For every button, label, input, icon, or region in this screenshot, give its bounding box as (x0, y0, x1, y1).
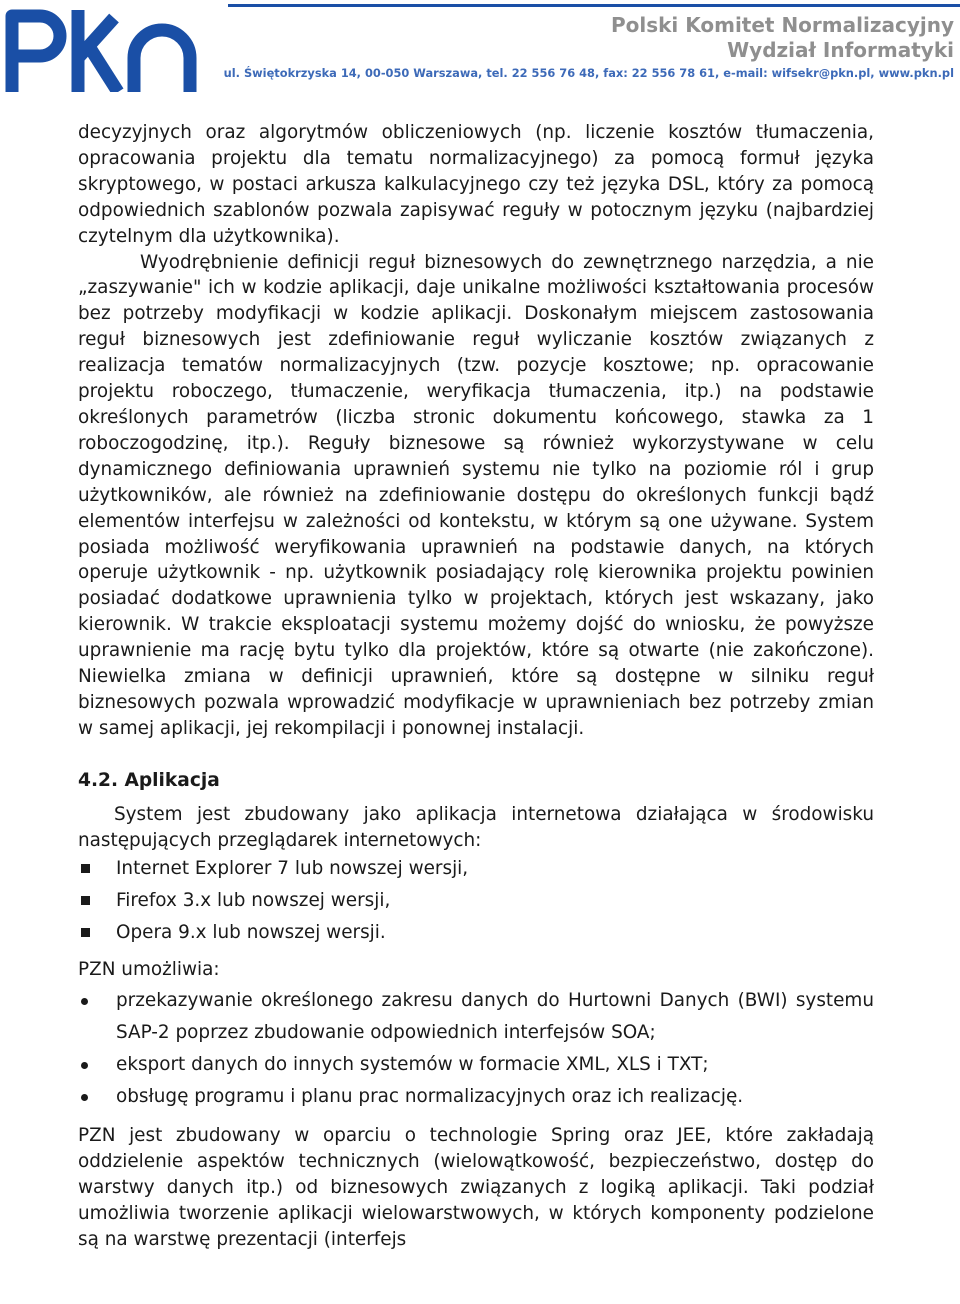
feature-list (78, 985, 874, 1113)
list-item-text: eksport danych do innych systemów w formacie XML, XLS i TXT; (116, 1054, 709, 1076)
round-bullet-icon (81, 998, 88, 1005)
round-bullet-icon (81, 1062, 88, 1069)
list-item (78, 1081, 874, 1113)
list-item-text: Firefox 3.x lub nowszej wersji, (116, 890, 391, 912)
paragraph-business-rules: Wyodrębnienie definicji reguł biznesowych do zewnętrznego narzędzia, a nie „zaszywanie" ich w kodzie aplikacji, daje unikalne możliwości kształtowania procesów bez potrzeby modyfikacji w kodzie aplikacji. Doskonałym miejscem zastosowania reguł biznesowych jest zdefiniowanie reguł wyliczanie kosztów związanych z realizacja tematów normalizacyjnych (tzw. pozycje kosztowe; np. opracowanie projektu roboczego, tłumaczenie, weryfikacja tłumaczenia, itp.) na podstawie określonych parametrów (liczba stronic dokumentu końcowego, stawka za 1 roboczogodzinę, itp.). Reguły biznesowe są również wykorzystywane w celu dynamicznego definiowania uprawnień systemu nie tylko na poziomie ról i grup użytkowników, ale również na zdefiniowanie dostępu do określonych funkcji bądź elementów interfejsu w zależności od kontekstu, w którym są one używane. System posiada możliwość weryfikowania uprawnień na podstawie danych, na których operuje użytkownik - np. użytkownik posiadający rolę kierownika projektu powinien posiadać dodatkowe uprawnienia tylko w projektach, których jest wskazany, jako kierownik. W trakcie eksploatacji systemu możemy dojść do wniosku, że powyższe uprawnienie ma rację bytu tylko dla projektów, które są otwarte (nie zakończone). Niewielka zmiana w definicji uprawnień, które są dostępne w silniku reguł biznesowych pozwala wprowadzić modyfikacje w uprawnieniach bez potrzeby zmian w samej aplikacji, jej rekompilacji i ponownej instalacji. (78, 251, 874, 739)
list-item (78, 1049, 874, 1081)
list-item (78, 985, 874, 1049)
page-header (0, 0, 960, 96)
contact-address: ul. Świętokrzyska 14, 00-050 Warszawa, tel. 22 556 76 48, fax: 22 556 78 61, e-mail: wifsekr@pkn.pl, www.pkn.pl (223, 66, 954, 80)
department-name: Wydział Informatyki (727, 38, 954, 62)
list-item-text: Opera 9.x lub nowszej wersji. (116, 922, 386, 944)
section-heading: 4.2. Aplikacja (78, 769, 220, 791)
paragraph-application-intro: System jest zbudowany jako aplikacja internetowa działająca w środowisku następujących przeglądarek internetowych: (78, 803, 874, 851)
round-bullet-icon (81, 1094, 88, 1101)
square-bullet-icon (81, 864, 90, 873)
list-item-text: przekazywanie określonego zakresu danych do Hurtowni Danych (BWI) systemu SAP-2 poprzez zbudowanie odpowiednich interfejsów SOA; (116, 990, 874, 1044)
square-bullet-icon (81, 896, 90, 905)
header-divider (228, 4, 960, 7)
square-bullet-icon (81, 928, 90, 937)
list-item (78, 853, 874, 885)
features-label: PZN umożliwia: (78, 959, 220, 981)
organization-name: Polski Komitet Normalizacyjny (610, 13, 954, 37)
browser-list (78, 853, 874, 949)
list-item-text: obsługę programu i planu prac normalizacyjnych oraz ich realizację. (116, 1086, 744, 1108)
list-item-text: Internet Explorer 7 lub nowszej wersji, (116, 858, 469, 880)
pkn-logo (4, 6, 206, 92)
list-item (78, 917, 874, 949)
paragraph-technology: PZN jest zbudowany w oparciu o technologie Spring oraz JEE, które zakładają oddzielenie aspektów technicznych (wielowątkowość, bezpieczeństwo, dostęp do warstwy danych itp.) od biznesowych związanych z logiką aplikacji. Taki podział umożliwia tworzenie aplikacji wielowarstwowych, w których komponenty podzielone są na warstwę prezentacji (interfejs (78, 1125, 874, 1250)
paragraph-continuation: decyzyjnych oraz algorytmów obliczeniowych (np. liczenie kosztów tłumaczenia, opracowania projektu dla tematu normalizacyjnego) za pomocą formuł języka skryptowego, w postaci arkusza kalkulacyjnego czy też języka DSL, który za pomocą odpowiednich szablonów pozwala zapisywać reguły w potocznym języku (najbardziej czytelnym dla użytkownika). (78, 122, 874, 247)
list-item (78, 885, 874, 917)
document-body (78, 120, 874, 1253)
